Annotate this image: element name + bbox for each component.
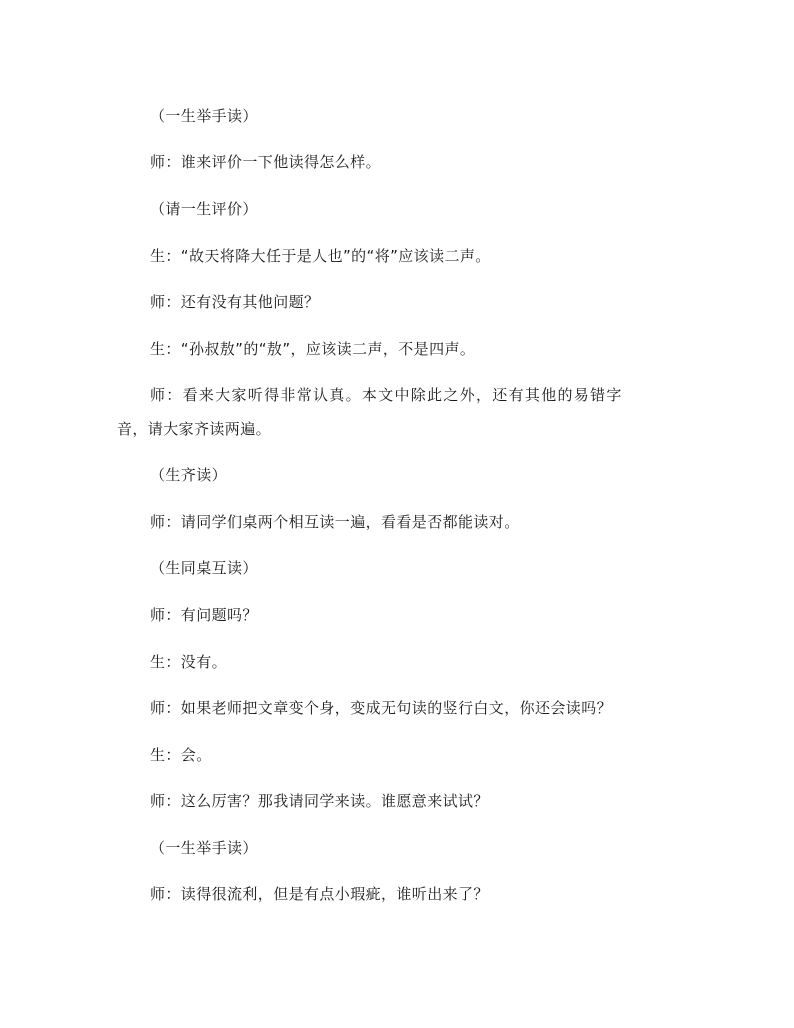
teacher-line: 师：还有没有其他问题？ xyxy=(150,293,320,311)
teacher-line: 师：谁来评价一下他读得怎么样。 xyxy=(150,153,382,171)
student-line: 生：“孙叔敖”的“敖”，应该读二声，不是四声。 xyxy=(150,340,476,358)
stage-direction: （生齐读） xyxy=(150,466,228,484)
student-line: 生：没有。 xyxy=(150,653,228,671)
stage-direction: （一生举手读） xyxy=(150,839,258,857)
stage-direction: （生同桌互读） xyxy=(150,559,258,577)
teacher-line: 师：请同学们桌两个相互读一遍，看看是否都能读对。 xyxy=(150,513,520,531)
stage-direction: （一生举手读） xyxy=(150,107,258,125)
teacher-line: 师：如果老师把文章变个身，变成无句读的竖行白文，你还会读吗？ xyxy=(150,699,613,717)
student-line: 生：“故天将降大任于是人也”的“将”应该读二声。 xyxy=(150,247,491,265)
teacher-line: 师：有问题吗？ xyxy=(150,606,258,624)
teacher-line: 师：读得很流利，但是有点小瑕疵，谁听出来了？ xyxy=(150,885,489,903)
teacher-line: 师：看来大家听得非常认真。本文中除此之外，还有其他的易错字 xyxy=(150,386,623,404)
student-line: 生：会。 xyxy=(150,746,212,764)
teacher-line-continuation: 音，请大家齐读两遍。 xyxy=(117,420,272,438)
teacher-line: 师：这么厉害？那我请同学来读。谁愿意来试试？ xyxy=(150,792,489,810)
stage-direction: （请一生评价） xyxy=(150,200,258,218)
